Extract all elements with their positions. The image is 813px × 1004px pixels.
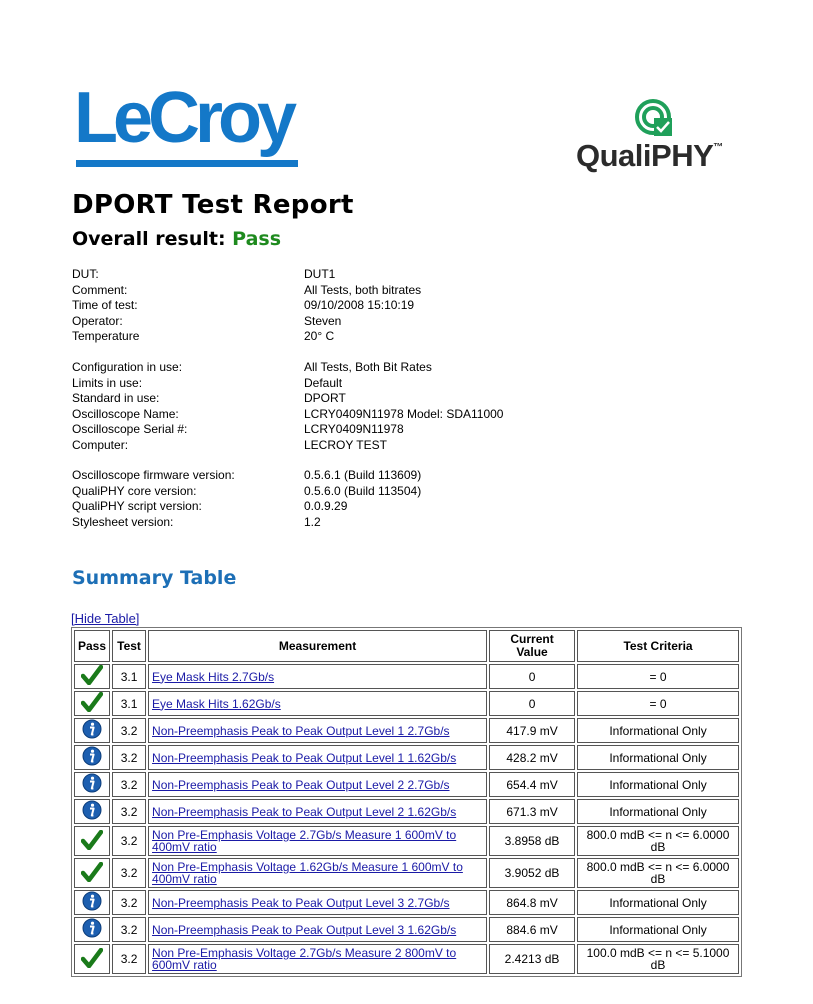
current-value: 884.6 mV (489, 917, 575, 942)
measurement-cell (148, 772, 487, 797)
test-criteria: Informational Only (577, 799, 739, 824)
qualiphy-emblem-icon (634, 98, 674, 140)
checkmark-icon (81, 692, 103, 715)
test-number: 3.2 (112, 944, 146, 974)
measurement-link[interactable]: Non Pre-Emphasis Voltage 2.7Gb/s Measure 2 800mV to 600mV ratio (152, 946, 457, 972)
test-criteria: 800.0 mdB <= n <= 6.0000 dB (577, 826, 739, 856)
status-cell (74, 691, 110, 716)
lecroy-logo-underline (76, 160, 298, 167)
current-value: 0 (489, 691, 575, 716)
info-row: Computer: LECROY TEST (72, 437, 387, 452)
config-info-block (72, 360, 503, 453)
test-number: 3.2 (112, 745, 146, 770)
summary-table-body (74, 664, 739, 974)
table-row (74, 718, 739, 743)
current-value: 0 (489, 664, 575, 689)
measurement-link[interactable]: Non-Preemphasis Peak to Peak Output Level 1 2.7Gb/s (152, 723, 450, 738)
status-cell (74, 826, 110, 856)
test-criteria: Informational Only (577, 772, 739, 797)
status-cell (74, 944, 110, 974)
current-value: 428.2 mV (489, 745, 575, 770)
measurement-link[interactable]: Non-Preemphasis Peak to Peak Output Level 2 2.7Gb/s (152, 777, 450, 792)
measurement-link[interactable]: Eye Mask Hits 2.7Gb/s (152, 669, 275, 684)
lecroy-logo (74, 78, 300, 174)
current-value: 2.4213 dB (489, 944, 575, 974)
measurement-link[interactable]: Non-Preemphasis Peak to Peak Output Level 1 1.62Gb/s (152, 750, 457, 765)
test-criteria: Informational Only (577, 745, 739, 770)
measurement-link[interactable]: Eye Mask Hits 1.62Gb/s (152, 696, 281, 711)
info-row: DUT: DUT1 (72, 267, 336, 281)
info-row: Oscilloscope Serial #: LCRY0409N11978 (72, 422, 404, 436)
info-row: Standard in use: DPORT (72, 391, 346, 405)
checkmark-icon (81, 862, 103, 885)
checkmark-icon (81, 948, 103, 971)
current-value: 864.8 mV (489, 890, 575, 915)
test-number: 3.2 (112, 718, 146, 743)
info-row: Temperature 20° C (72, 329, 335, 343)
status-cell (74, 799, 110, 824)
info-row: Time of test: 09/10/2008 15:10:19 (72, 298, 415, 312)
hide-table-link[interactable]: [Hide Table] (71, 611, 140, 626)
test-number: 3.2 (112, 917, 146, 942)
qualiphy-logo-text: QualiPHY™ (576, 138, 723, 173)
current-value: 417.9 mV (489, 718, 575, 743)
info-row: Oscilloscope firmware version: 0.5.6.1 (Build 113609) (72, 468, 422, 482)
info-icon (82, 800, 102, 823)
test-criteria: Informational Only (577, 917, 739, 942)
checkmark-icon (81, 665, 103, 688)
info-icon (82, 746, 102, 769)
table-row (74, 772, 739, 797)
test-criteria: 800.0 mdB <= n <= 6.0000 dB (577, 858, 739, 888)
measurement-cell (148, 799, 487, 824)
table-row (74, 664, 739, 689)
measurement-cell (148, 944, 487, 974)
current-value: 671.3 mV (489, 799, 575, 824)
measurement-link[interactable]: Non Pre-Emphasis Voltage 1.62Gb/s Measure 1 600mV to 400mV ratio (152, 860, 463, 886)
test-number: 3.2 (112, 772, 146, 797)
test-number: 3.2 (112, 799, 146, 824)
checkmark-icon (81, 830, 103, 853)
status-cell (74, 772, 110, 797)
dut-info-block (72, 267, 421, 345)
current-value: 654.4 mV (489, 772, 575, 797)
info-row: Comment: All Tests, both bitrates (72, 282, 422, 297)
overall-result (72, 228, 281, 250)
status-cell (74, 745, 110, 770)
table-header-row (74, 630, 739, 662)
measurement-cell (148, 890, 487, 915)
status-cell (74, 890, 110, 915)
test-criteria: 100.0 mdB <= n <= 5.1000 dB (577, 944, 739, 974)
table-row (74, 691, 739, 716)
overall-result-value: Pass (232, 228, 282, 250)
current-value: 3.9052 dB (489, 858, 575, 888)
status-cell (74, 664, 110, 689)
measurement-cell (148, 917, 487, 942)
report-title: DPORT Test Report (72, 190, 354, 220)
test-criteria: = 0 (577, 691, 739, 716)
summary-heading: Summary Table (72, 567, 237, 589)
info-icon (82, 719, 102, 742)
qualiphy-logo (576, 98, 746, 178)
info-row: QualiPHY core version: 0.5.6.0 (Build 113504) (72, 483, 422, 498)
test-number: 3.2 (112, 858, 146, 888)
status-cell (74, 858, 110, 888)
test-criteria: Informational Only (577, 718, 739, 743)
measurement-link[interactable]: Non-Preemphasis Peak to Peak Output Level 3 2.7Gb/s (152, 895, 450, 910)
summary-table (71, 627, 742, 977)
info-row: Oscilloscope Name: LCRY0409N11978 Model: SDA11000 (72, 406, 504, 421)
current-value: 3.8958 dB (489, 826, 575, 856)
status-cell (74, 718, 110, 743)
col-measurement: Measurement (148, 630, 487, 662)
info-icon (82, 773, 102, 796)
info-icon (82, 918, 102, 941)
table-row (74, 858, 739, 888)
info-row: Configuration in use: All Tests, Both Bit Rates (72, 360, 432, 374)
measurement-cell (148, 718, 487, 743)
test-number: 3.1 (112, 664, 146, 689)
info-row: QualiPHY script version: 0.0.9.29 (72, 499, 348, 513)
overall-result-label: Overall result: (72, 228, 226, 250)
measurement-cell (148, 691, 487, 716)
table-row (74, 944, 739, 974)
measurement-link[interactable]: Non Pre-Emphasis Voltage 2.7Gb/s Measure 1 600mV to 400mV ratio (152, 828, 457, 854)
table-row (74, 799, 739, 824)
table-row (74, 890, 739, 915)
measurement-link[interactable]: Non-Preemphasis Peak to Peak Output Level 3 1.62Gb/s (152, 922, 457, 937)
measurement-cell (148, 858, 487, 888)
info-row: Stylesheet version: 1.2 (72, 514, 321, 529)
lecroy-logo-text: LeCroy (74, 78, 293, 158)
info-row: Operator: Steven (72, 313, 342, 328)
test-number: 3.2 (112, 890, 146, 915)
table-row (74, 826, 739, 856)
test-number: 3.2 (112, 826, 146, 856)
status-cell (74, 917, 110, 942)
version-info-block (72, 468, 421, 530)
measurement-cell (148, 826, 487, 856)
test-criteria: Informational Only (577, 890, 739, 915)
table-row (74, 917, 739, 942)
info-icon (82, 891, 102, 914)
test-criteria: = 0 (577, 664, 739, 689)
table-row (74, 745, 739, 770)
measurement-cell (148, 664, 487, 689)
measurement-cell (148, 745, 487, 770)
col-pass: Pass (74, 630, 110, 662)
test-number: 3.1 (112, 691, 146, 716)
col-test: Test (112, 630, 146, 662)
col-test-criteria: Test Criteria (577, 630, 739, 662)
col-current-value: Current Value (489, 630, 575, 662)
measurement-link[interactable]: Non-Preemphasis Peak to Peak Output Level 2 1.62Gb/s (152, 804, 457, 819)
info-row: Limits in use: Default (72, 375, 343, 390)
